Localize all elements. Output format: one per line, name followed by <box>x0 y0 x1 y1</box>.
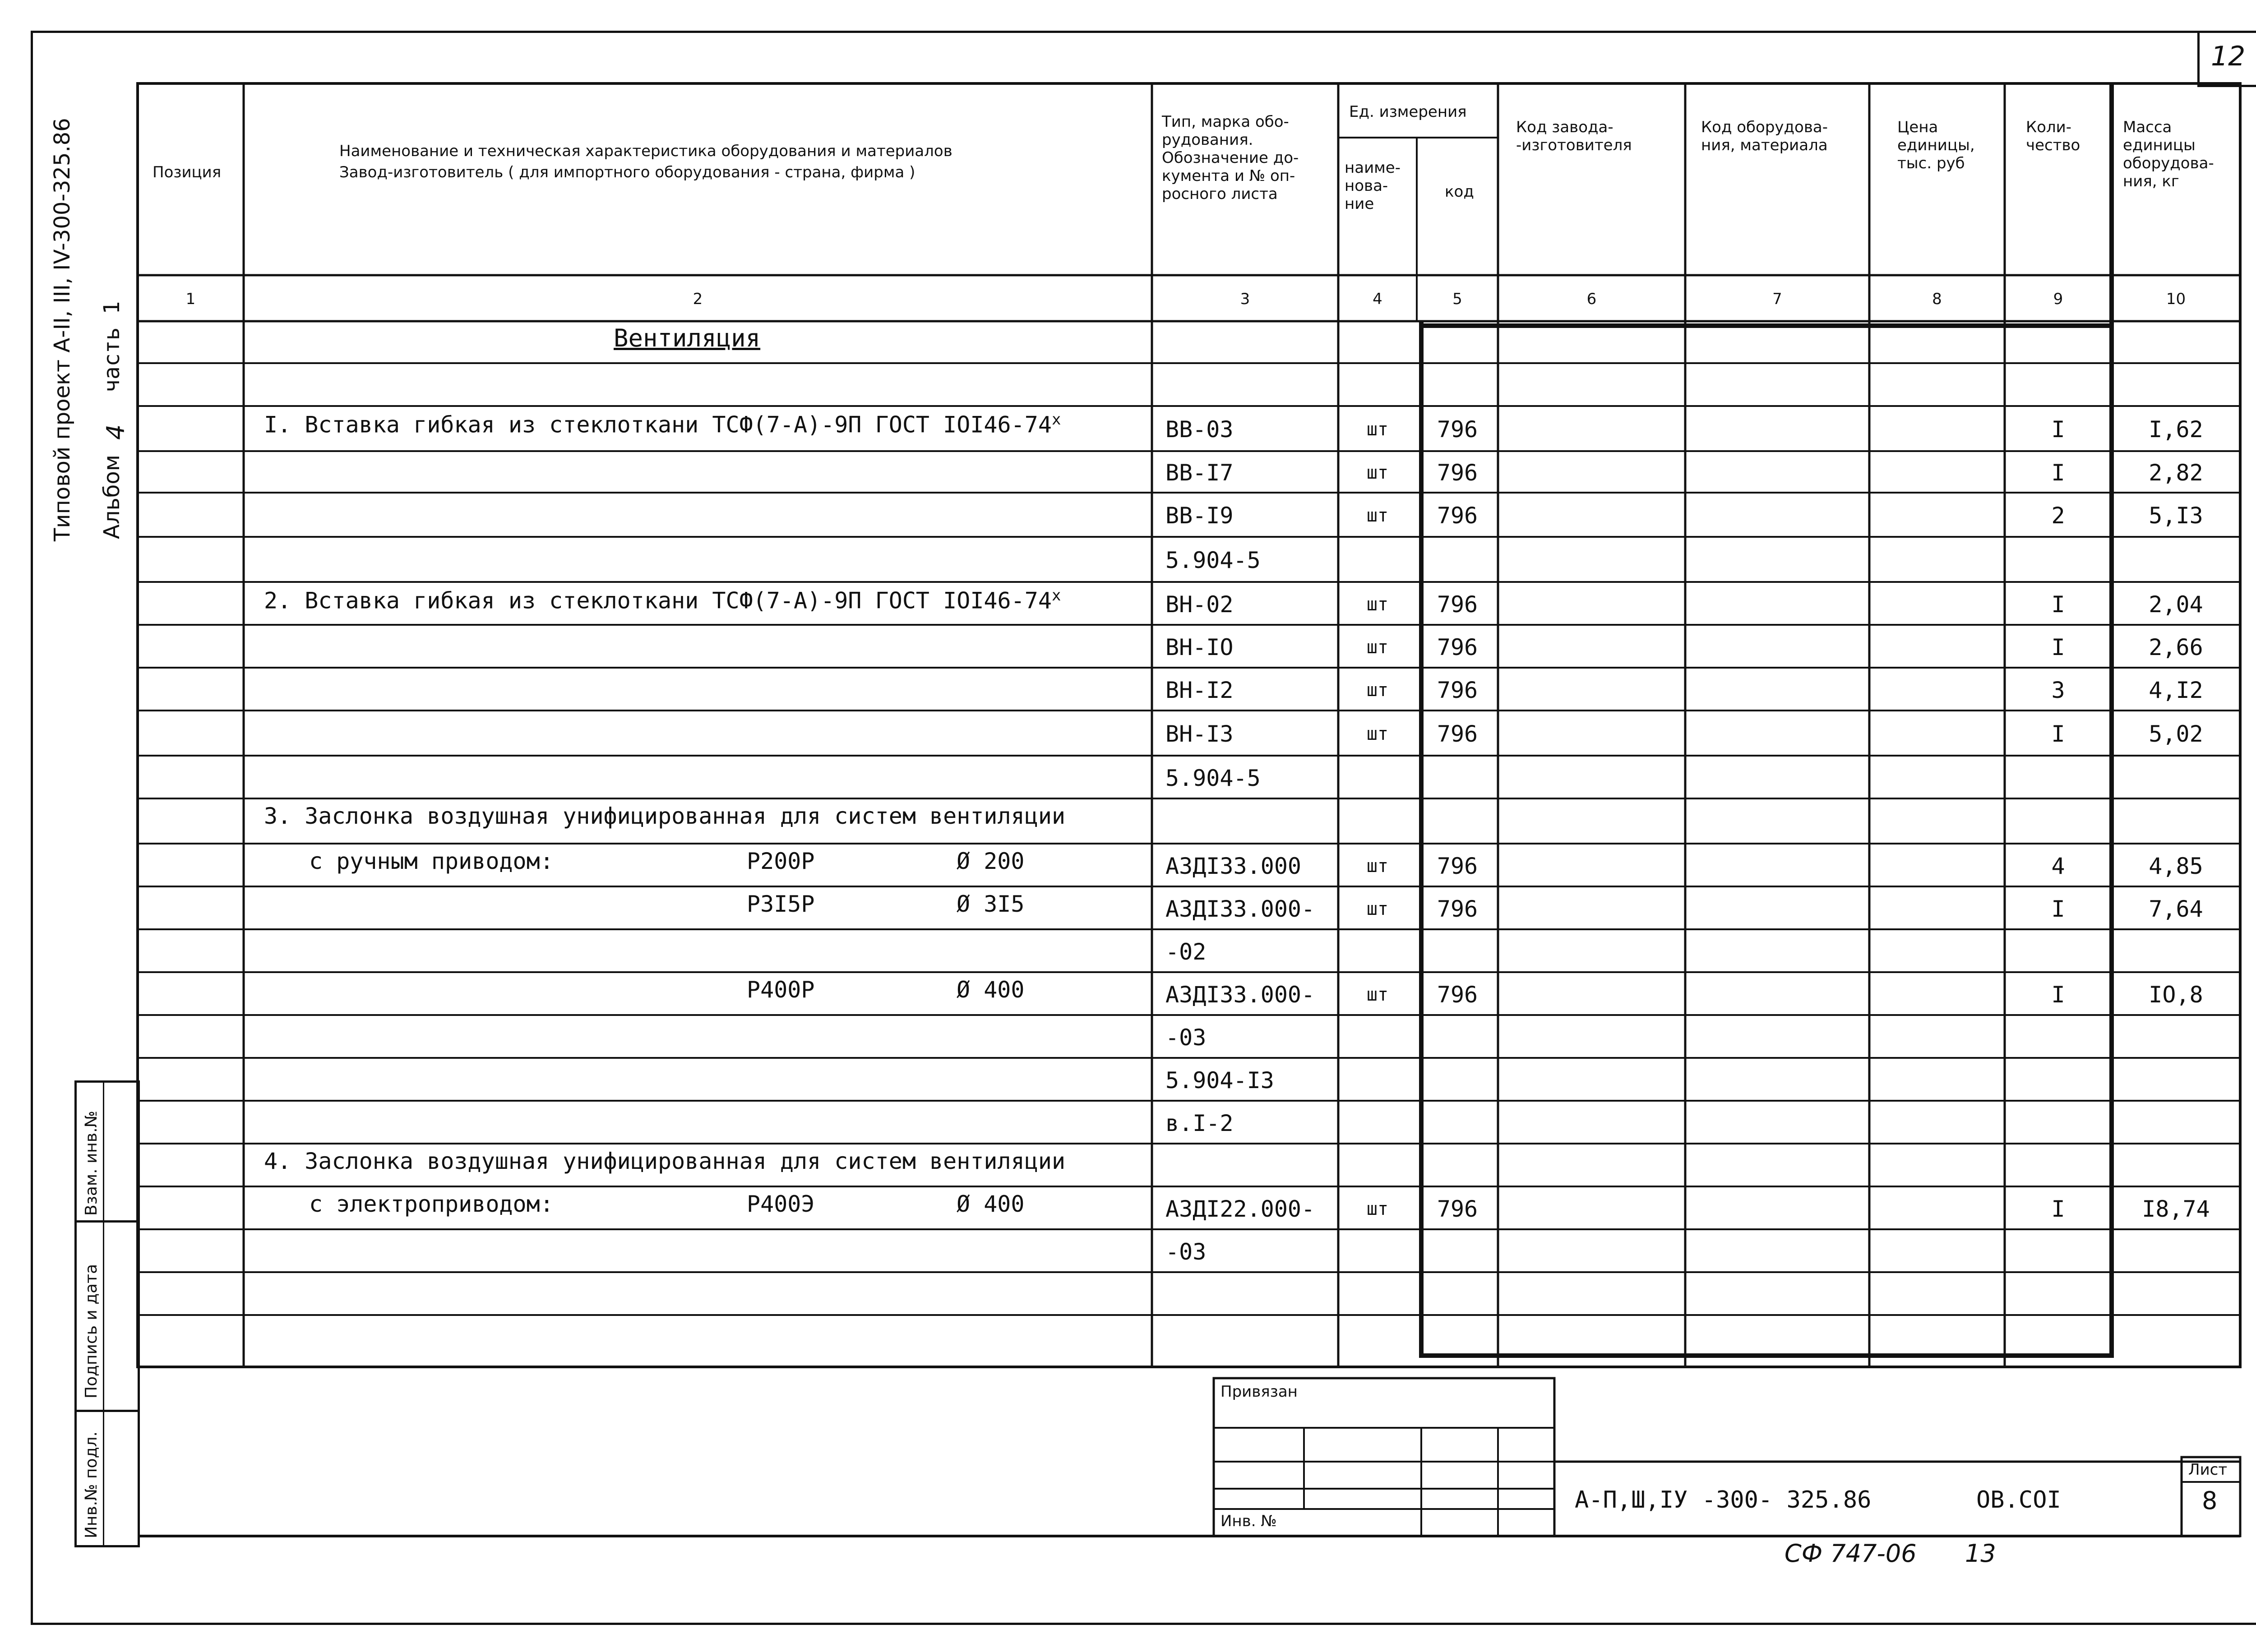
header-price <box>1897 118 1975 172</box>
header-factory-code <box>1516 118 1632 154</box>
header-unit-name-l3: ние <box>1345 195 1374 213</box>
item-type: ВВ-I7 <box>1165 460 1234 486</box>
part-label: часть 1 <box>99 301 125 392</box>
item-code: 796 <box>1437 853 1478 879</box>
header-quantity <box>2026 118 2080 154</box>
col-number-7: 7 <box>1772 290 1782 308</box>
item-code: 796 <box>1437 677 1478 703</box>
sheet-number: 8 <box>2202 1486 2218 1515</box>
item-type: ВН-I3 <box>1165 721 1234 747</box>
album-num: 4 <box>102 424 130 440</box>
item-name-superscript: x <box>1051 411 1061 429</box>
header-unit-name-l1: наиме- <box>1345 159 1401 177</box>
bottom-page: 13 <box>1965 1539 1996 1568</box>
col-number-4: 4 <box>1373 290 1382 308</box>
stamp-label-3: Инв.№ подл. <box>82 1431 101 1538</box>
col-number-3: 3 <box>1240 290 1250 308</box>
header-type-l5: росного листа <box>1162 185 1278 203</box>
title-block <box>138 1378 2240 1536</box>
header-type <box>1162 113 1299 203</box>
item-type: АЗДI33.000 <box>1165 853 1302 879</box>
header-mass-l1: Масса <box>2123 118 2172 136</box>
item-diameter: Ø 400 <box>957 1191 1025 1217</box>
item-code: 796 <box>1437 503 1478 529</box>
item-code: 796 <box>1437 416 1478 443</box>
item-type: 5.904-5 <box>1165 547 1261 573</box>
item-quantity: I <box>2051 981 2065 1008</box>
item-name: I. Вставка гибкая из стеклоткани ТСФ(7-А)-9П ГОСТ IOI46-74$^x$ <box>264 411 1061 438</box>
header-mass-l4: ния, кг <box>2123 172 2179 190</box>
col-number-10: 10 <box>2166 290 2186 308</box>
item-unit: шт <box>1366 505 1389 526</box>
item-name: 2. Вставка гибкая из стеклоткани ТСФ(7-А)-9П ГОСТ IOI46-74$^x$ <box>264 586 1061 614</box>
header-unit-name <box>1345 159 1401 213</box>
item-quantity: I <box>2051 1195 2065 1222</box>
item-type: АЗДI22.000- <box>1165 1195 1315 1222</box>
album-label: Альбом <box>99 455 125 539</box>
page-number-top: 12 <box>2211 41 2246 72</box>
item-quantity: 4 <box>2051 853 2065 879</box>
item-type: ВН-IO <box>1165 634 1234 660</box>
stamp-label-2: Подпись и дата <box>82 1264 101 1398</box>
item-quantity: I <box>2051 460 2065 486</box>
header-type-l1: Тип, марка обо- <box>1162 113 1289 131</box>
header-type-l4: кумента и № оп- <box>1162 167 1295 185</box>
item-name: 3. Заслонка воздушная унифицированная для систем вентиляции <box>264 803 1066 829</box>
item-name: 4. Заслонка воздушная унифицированная для систем вентиляции <box>264 1148 1066 1174</box>
header-equipment-code <box>1701 118 1828 154</box>
header-unit-code: код <box>1445 183 1474 201</box>
item-diameter: Ø 400 <box>957 977 1025 1003</box>
item-unit: шт <box>1366 855 1389 877</box>
item-diameter: Ø 3I5 <box>957 891 1025 917</box>
header-name-line2: Завод-изготовитель ( для импортного оборудования - страна, фирма ) <box>339 163 915 181</box>
sheet-label: Лист <box>2188 1461 2228 1479</box>
col-number-9: 9 <box>2053 290 2063 308</box>
item-code: 796 <box>1437 634 1478 660</box>
doc-code: А-П,Ш,IУ -300- 325.86 <box>1575 1486 1872 1514</box>
header-mass-l3: оборудова- <box>2123 154 2214 172</box>
item-quantity: I <box>2051 416 2065 443</box>
stamp-label-1: Взам. инв.№ <box>82 1111 101 1216</box>
header-quantity-l1: Коли- <box>2026 118 2072 136</box>
bottom-note: СФ 747-06 <box>1784 1539 1917 1568</box>
header-type-l2: рудования. <box>1162 131 1253 149</box>
item-unit: шт <box>1366 724 1389 744</box>
item-quantity: I <box>2051 721 2065 747</box>
item-code: 796 <box>1437 591 1478 618</box>
item-mass: 5,I3 <box>2149 503 2203 529</box>
header-equipment-code-l2: ния, материала <box>1701 136 1828 154</box>
col-number-1: 1 <box>185 290 196 308</box>
item-name: с электроприводом: <box>309 1191 554 1217</box>
item-mass: I,62 <box>2149 416 2203 443</box>
item-mass: 4,85 <box>2149 853 2203 879</box>
item-type: АЗДI33.000- <box>1165 981 1315 1008</box>
header-price-l2: единицы, <box>1897 136 1975 154</box>
item-name: с ручным приводом: <box>309 848 554 874</box>
item-model: Р200Р <box>747 848 815 874</box>
item-code: 796 <box>1437 895 1478 922</box>
header-unit-name-l2: нова- <box>1345 177 1388 195</box>
item-code: 796 <box>1437 1195 1478 1222</box>
item-code: 796 <box>1437 721 1478 747</box>
header-factory-code-l2: -изготовителя <box>1516 136 1632 154</box>
item-model: Р400Р <box>747 977 815 1003</box>
item-mass: 4,I2 <box>2149 677 2203 703</box>
header-mass <box>2123 118 2214 190</box>
item-mass: 2,04 <box>2149 591 2203 618</box>
header-price-l1: Цена <box>1897 118 1938 136</box>
item-type: -03 <box>1165 1238 1207 1265</box>
item-unit: шт <box>1366 1198 1389 1219</box>
col-number-6: 6 <box>1586 290 1597 308</box>
item-mass: IO,8 <box>2149 981 2203 1008</box>
item-mass: I8,74 <box>2142 1195 2210 1222</box>
header-quantity-l2: чество <box>2026 136 2080 154</box>
project-line: Типовой проект А-II, III, IV-300-325.86 <box>50 118 75 541</box>
item-code: 796 <box>1437 981 1478 1008</box>
item-type: ВВ-I9 <box>1165 503 1234 529</box>
item-unit: шт <box>1366 679 1389 701</box>
item-mass: 5,02 <box>2149 721 2203 747</box>
header-mass-l2: единицы <box>2123 136 2196 154</box>
header-factory-code-l1: Код завода- <box>1516 118 1613 136</box>
item-unit: шт <box>1366 637 1389 658</box>
item-quantity: I <box>2051 895 2065 922</box>
doc-mark: ОВ.СОI <box>1976 1486 2061 1514</box>
header-type-l3: Обозначение до- <box>1162 149 1299 167</box>
item-mass: 2,66 <box>2149 634 2203 660</box>
header-units: Ед. измерения <box>1349 103 1467 121</box>
item-unit: шт <box>1366 419 1389 440</box>
item-type: ВВ-03 <box>1165 416 1234 443</box>
item-type: в.I-2 <box>1165 1110 1234 1136</box>
attached-label: Привязан <box>1220 1383 1298 1401</box>
header-name-line1: Наименование и техническая характеристика оборудования и материалов <box>339 142 952 160</box>
item-quantity: I <box>2051 591 2065 618</box>
item-type: 5.904-I3 <box>1165 1067 1274 1094</box>
item-unit: шт <box>1366 594 1389 615</box>
item-quantity: 2 <box>2051 503 2065 529</box>
item-diameter: Ø 200 <box>957 848 1025 874</box>
item-model: Р3I5Р <box>747 891 815 917</box>
col-number-5: 5 <box>1452 290 1462 308</box>
item-mass: 7,64 <box>2149 895 2203 922</box>
col-number-8: 8 <box>1932 290 1942 308</box>
inv-label: Инв. № <box>1220 1512 1277 1530</box>
item-mass: 2,82 <box>2149 460 2203 486</box>
section-title: Вентиляция <box>614 324 761 352</box>
item-type: 5.904-5 <box>1165 765 1261 791</box>
item-unit: шт <box>1366 984 1389 1005</box>
item-type: ВН-02 <box>1165 591 1234 618</box>
header-position: Позиция <box>153 163 222 181</box>
header-price-l3: тыс. руб <box>1897 154 1965 172</box>
col-number-2: 2 <box>693 290 703 308</box>
item-type: -03 <box>1165 1024 1207 1051</box>
item-quantity: 3 <box>2051 677 2065 703</box>
item-unit: шт <box>1366 898 1389 919</box>
item-name-superscript: x <box>1051 586 1061 605</box>
item-type: АЗДI33.000- <box>1165 895 1315 922</box>
item-code: 796 <box>1437 460 1478 486</box>
header-equipment-code-l1: Код оборудова- <box>1701 118 1828 136</box>
item-type: -02 <box>1165 938 1207 965</box>
item-quantity: I <box>2051 634 2065 660</box>
item-unit: шт <box>1366 462 1389 483</box>
item-model: Р400Э <box>747 1191 815 1217</box>
item-type: ВН-I2 <box>1165 677 1234 703</box>
